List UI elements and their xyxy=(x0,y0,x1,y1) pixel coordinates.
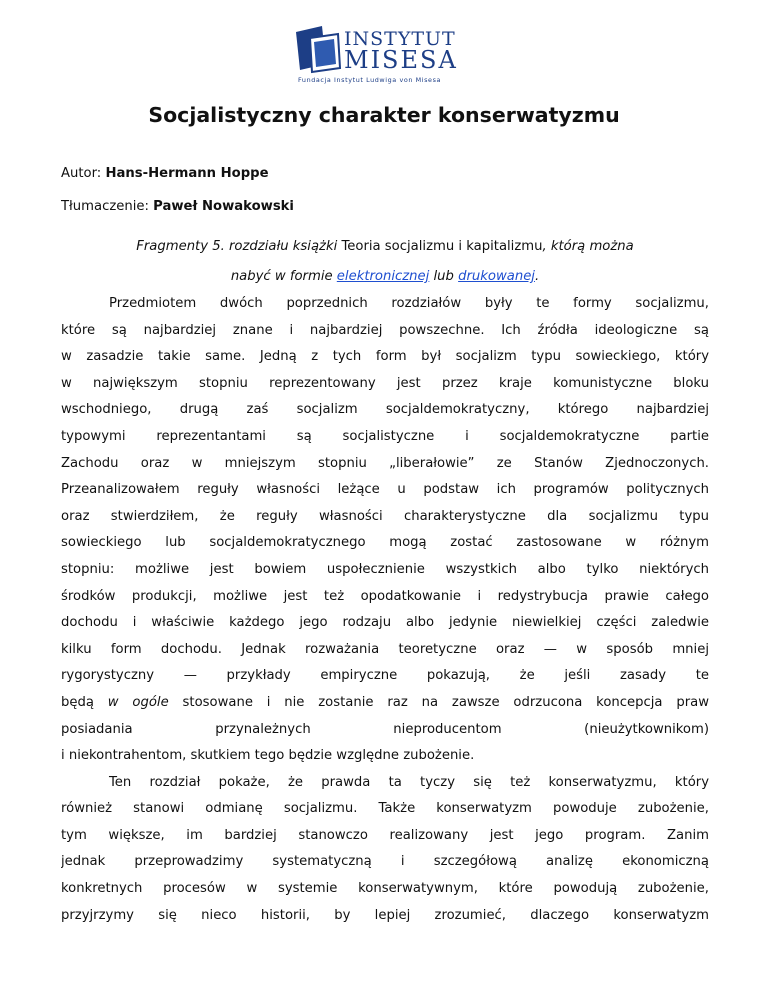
logo-emblem-icon xyxy=(292,24,344,76)
paragraph-line: i niekontrahentom, skutkiem tego będzie względne zubożenie. xyxy=(61,748,475,764)
paragraph-line: Zachodu oraz w mniejszym stopniu „liberałowie” ze Stanów Zjednoczonych. xyxy=(61,455,709,471)
intro-part5: . xyxy=(534,269,540,284)
translator-line xyxy=(61,199,294,214)
intro-part2: , którą można xyxy=(542,239,634,254)
paragraph-line: konkretnych procesów w systemie konserwatywnym, które powodują zubożenie, xyxy=(61,881,709,897)
ebook-link[interactable]: elektronicznej xyxy=(336,269,430,284)
paragraph-line: w zasadzie takie same. Jedną z tych form był socjalizm typu sowieckiego, który xyxy=(61,349,709,365)
paragraph-line: typowymi reprezentantami są socjalistyczne i socjaldemokratyczne partie xyxy=(61,428,709,444)
paragraph-line: również stanowi odmianę socjalizmu. Także konserwatyzm powoduje zubożenie, xyxy=(61,801,709,817)
logo-subtitle: Fundacja Instytut Ludwiga von Misesa xyxy=(298,76,442,84)
paragraph-line: kilku form dochodu. Jednak rozważania teoretyczne oraz — w sposób mniej xyxy=(61,641,709,657)
body-text xyxy=(61,291,709,929)
author-line xyxy=(61,166,269,181)
paragraph-line xyxy=(61,690,709,717)
paragraph-line: wschodniego, drugą zaś socjalizm socjaldemokratyczny, którego najbardziej xyxy=(61,402,709,418)
logo-line2: MISESA xyxy=(344,46,458,74)
text-run: będą xyxy=(61,694,108,710)
paragraph-line: rygorystyczny — przykłady empiryczne pokazują, że jeśli zasady te xyxy=(61,668,709,684)
intro-note xyxy=(61,232,709,292)
author-name: Hans-Hermann Hoppe xyxy=(105,166,269,181)
paragraph-line: Przeanalizowałem reguły własności leżące u podstaw ich programów politycznych xyxy=(61,482,709,498)
paragraph-line: sowieckiego lub socjaldemokratycznego mogą zostać zastosowane w różnym xyxy=(61,535,709,551)
intro-part3: nabyć w formie xyxy=(230,269,337,284)
paragraph-line: przyjrzymy się nieco historii, by lepiej zrozumieć, dlaczego konserwatyzm xyxy=(61,907,709,923)
paragraph-line: w największym stopniu reprezentowany jest przez kraje komunistyczne bloku xyxy=(61,375,709,391)
paragraph-line: które są najbardziej znane i najbardziej powszechne. Ich źródła ideologiczne są xyxy=(61,322,709,338)
intro-part4: lub xyxy=(429,269,459,284)
intro-part1: Fragmenty 5. rozdziału książki xyxy=(136,239,338,254)
emphasis-text: w ogóle xyxy=(107,694,169,710)
paragraph-line: oraz stwierdziłem, że reguły własności charakterystyczne dla socjalizmu typu xyxy=(61,508,709,524)
document-title: Socjalistyczny charakter konserwatyzmu xyxy=(148,103,620,127)
paragraph-line: Przedmiotem dwóch poprzednich rozdziałów były te formy socjalizmu, xyxy=(109,296,709,311)
logo-line1: INSTYTUT xyxy=(344,28,456,50)
translator-label: Tłumaczenie: xyxy=(61,199,154,214)
paragraph-line: jednak przeprowadzimy systematyczną i szczegółową analizę ekonomiczną xyxy=(61,854,709,870)
text-run: stosowane i nie zostanie raz na zawsze odrzucona koncepcja praw xyxy=(168,694,709,710)
paragraph-line: stopniu: możliwe jest bowiem uspołecznienie wszystkich albo tylko niektórych xyxy=(61,561,709,577)
paragraph-line: tym większe, im bardziej stanowczo realizowany jest jego program. Zanim xyxy=(61,827,709,843)
paragraph-line: Ten rozdział pokaże, że prawda ta tyczy się też konserwatyzmu, który xyxy=(109,774,709,790)
instytut-misesa-logo xyxy=(292,24,482,86)
paragraph-line: posiadania przynależnych nieproducentom (nieużytkownikom) xyxy=(61,721,709,737)
paragraph-line: środków produkcji, możliwe jest też opodatkowanie i redystrybucja prawie całego xyxy=(61,588,709,604)
intro-book-title: Teoria socjalizmu i kapitalizmu xyxy=(337,239,543,254)
translator-name: Paweł Nowakowski xyxy=(153,199,294,214)
paragraph-line: dochodu i właściwie każdego jego rodzaju albo jedynie niewielkiej części zaledwie xyxy=(61,615,709,631)
author-label: Autor: xyxy=(61,166,106,181)
print-book-link[interactable]: drukowanej xyxy=(458,269,535,284)
